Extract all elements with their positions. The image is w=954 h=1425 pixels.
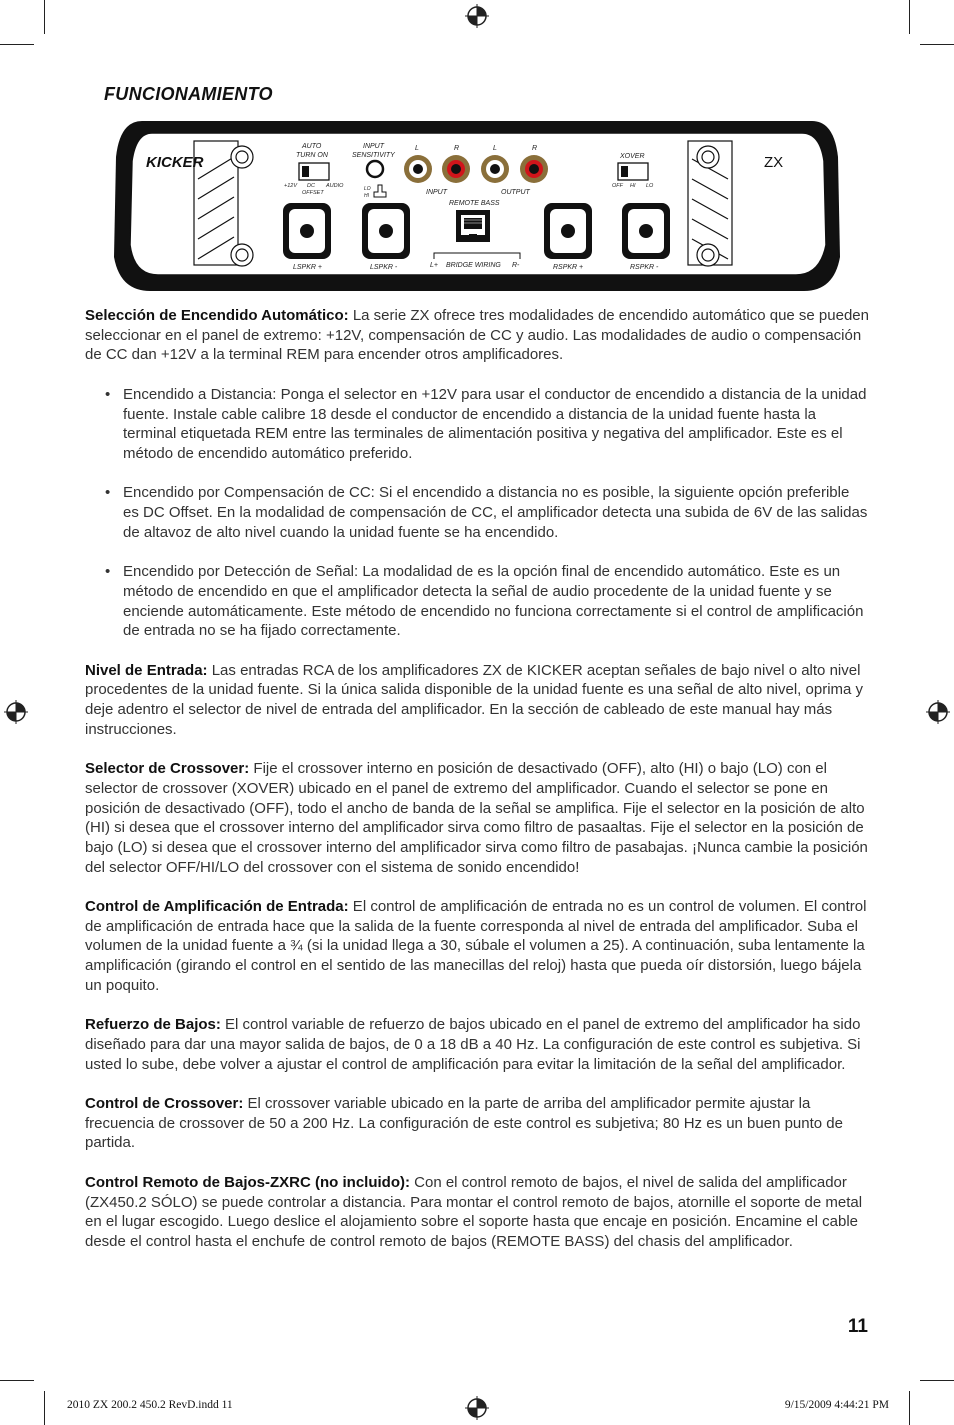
input-label: INPUT <box>426 189 447 196</box>
paragraph-text: Fije el crossover interno en posición de desactivado (OFF), alto (HI) o bajo (LO) con el selector de crossover (XOVER) ubicado en el panel de extremo del amplificador. Cuando el selector se pone en posición de desactivado (OFF), todo el ancho de banda de la señal se amplifica. Fije el selector en la posición de alto (HI) si desea que el crossover interno del amplificador sirva como filtro de pasaaltas. Fije el selector en la posición de bajo (LO) si desea que el crossover interno del amplificador sirva como filtro de pasabajas. ¡Nunca cambie la posición del selector OFF/HI/LO del crossover con el sistema de sonido encendido! <box>85 760 868 876</box>
registration-mark-icon <box>465 4 489 28</box>
paragraph-text: Con el control remoto de bajos, el nivel de salida del amplificador (ZX450.2 SÓLO) se puede controlar a distancia. Para montar el control remoto de bajos, atornille el soporte de metal en el lugar escogido. Luego deslice el alojamiento sobre el soporte hasta que encaje en posición. Encamine el cable desde el control hasta el enchufe de control remoto de bajos (REMOTE BASS) del chasis del amplificador. <box>85 1173 863 1250</box>
sens-lo: LO <box>364 186 371 192</box>
terminal-label: LSPKR - <box>370 264 398 271</box>
paragraph-crossover-selector <box>85 759 869 877</box>
list-item: • Encendido a Distancia: Ponga el selector en +12V para usar el conductor de encendido a distancia de la unidad fuente. Instale cable calibre 18 desde el conductor de encendido a distancia de la unidad fuente hasta la terminal etiquetada REM entre las terminales de alimentación positiva y negativa del amplificador. Este es el método de encendido automático preferido. <box>85 385 869 464</box>
paragraph-heading: Selección de Encendido Automático: <box>85 307 349 324</box>
auto-turn-on-title: AUTO <box>302 143 322 150</box>
footer-timestamp: 9/15/2009 4:44:21 PM <box>784 1399 889 1411</box>
paragraph-auto-turn-on <box>85 306 869 365</box>
section-title: FUNCIONAMIENTO <box>104 84 273 104</box>
crop-mark <box>909 0 910 34</box>
rca-label: R <box>532 145 538 152</box>
registration-mark-icon <box>465 1396 489 1420</box>
rca-label: L <box>415 145 419 152</box>
paragraph-heading: Selector de Crossover: <box>85 760 250 778</box>
auto-pos-dc: DC <box>307 183 315 189</box>
crop-mark <box>0 44 34 45</box>
remote-bass-jack-icon[interactable] <box>456 210 490 242</box>
paragraph-crossover-control <box>85 1094 869 1153</box>
paragraph-input-level <box>85 661 869 740</box>
paragraph-heading: Refuerzo de Bajos: <box>85 1016 221 1034</box>
registration-mark-icon <box>926 700 950 724</box>
registration-mark-icon <box>4 700 28 724</box>
input-sensitivity-knob[interactable] <box>367 161 383 177</box>
xover-hi: HI <box>630 183 636 189</box>
auto-pos-offset: OFFSET <box>302 190 324 196</box>
xover-lo: LO <box>646 183 654 189</box>
output-label: OUTPUT <box>501 189 530 196</box>
remote-bass-label: REMOTE BASS <box>449 200 500 207</box>
list-item: • Encendido por Detección de Señal: La modalidad de es la opción final de encendido automático. Este es un método de encendido en que el amplificador detecta la señal de audio procedente de la unidad fuente y se enciende automáticamente. Este método de encendido no funciona correctamente si el control de amplificación de entrada no se ha fijado correctamente. <box>85 562 869 641</box>
list-item: • Encendido por Compensación de CC: Si el encendido a distancia no es posible, la siguiente opción preferible es DC Offset. En la modalidad de compensación de CC, el amplificador detecta una subida de 6V de las salidas de altavoz de alto nivel cuando la unidad fuente se ha encendido. <box>85 483 869 542</box>
paragraph-heading: Control de Crossover: <box>85 1095 244 1112</box>
xover-title: XOVER <box>620 153 645 160</box>
crop-mark <box>0 1380 34 1381</box>
footer-file-name: 2010 ZX 200.2 450.2 RevD.indd 11 <box>67 1399 233 1411</box>
paragraph-heading: Control de Amplificación de Entrada: <box>85 898 349 915</box>
paragraph-heading: Control Remoto de Bajos-ZXRC (no incluido): <box>85 1173 410 1191</box>
brand-logo: KICKER <box>146 154 204 171</box>
bridge-left: L+ <box>430 262 438 269</box>
paragraph-input-gain <box>85 897 869 996</box>
paragraph-text: El control variable de refuerzo de bajos ubicado en el panel de extremo del amplificador ha sido diseñado para dar una mayor salida de bajos, de 0 a 18 dB a 40 Hz. La configuración de este control es subjetiva. Si usted lo sube, debe volver a ajustar el control de amplificación para evitar la limitación de la señal del amplificador. <box>85 1016 861 1073</box>
crop-mark <box>920 1380 954 1381</box>
terminal-label: LSPKR + <box>293 264 322 271</box>
amplifier-panel-illustration <box>112 117 842 295</box>
auto-turn-on-title2: TURN ON <box>296 152 328 159</box>
page-number: 11 <box>847 1316 868 1337</box>
terminal-label: RSPKR + <box>553 264 584 271</box>
bridge-label: BRIDGE WIRING <box>446 262 501 269</box>
rca-label: L <box>493 145 497 152</box>
body-text <box>85 306 869 1271</box>
crop-mark <box>44 1391 45 1425</box>
crop-mark <box>44 0 45 34</box>
model-label: ZX <box>764 154 784 171</box>
input-sensitivity-title: INPUT <box>363 143 384 150</box>
auto-pos-12v: +12V <box>284 183 297 189</box>
sens-hi: HI <box>364 193 369 199</box>
paragraph-bass-boost <box>85 1015 869 1074</box>
paragraph-heading: Nivel de Entrada: <box>85 661 208 679</box>
paragraph-text: El control de amplificación de entrada no es un control de volumen. El control de amplificación de entrada hace que la salida de la fuente corresponda al nivel de entrada del amplificador. Suba el volumen de la unidad fuente a ¾ (si la unidad llega a 30, súbale el volumen a 25). A continuación, suba lentamente la amplificación (girando el control en el sentido de las manecillas del reloj) hasta que pueda oír distorsión, luego bájela un poquito. <box>85 898 867 994</box>
turn-on-modes-list <box>85 385 869 641</box>
paragraph-text: Las entradas RCA de los amplificadores ZX de KICKER aceptan señales de bajo nivel o alto nivel procedentes de la unidad fuente. Si la única salida disponible de la unidad fuente es una señal de alto nivel, oprima y deje adentro el selector de nivel de entrada del amplificador. En la sección de cableado de este manual hay más instrucciones. <box>85 661 864 738</box>
paragraph-text: La serie ZX ofrece tres modalidades de encendido automático que se pueden seleccionar en el panel de extremo: +12V, compensación de CC y audio. Las modalidades de audio o compensación de CC dan +12V a la terminal REM para encender otros amplificadores. <box>85 307 869 364</box>
paragraph-remote-bass <box>85 1173 869 1252</box>
xover-off: OFF <box>612 183 623 189</box>
auto-pos-audio: AUDIO <box>326 183 344 189</box>
input-sensitivity-title2: SENSITIVITY <box>352 152 395 159</box>
terminal-label: RSPKR - <box>630 264 659 271</box>
crop-mark <box>909 1391 910 1425</box>
rca-label: R <box>454 145 460 152</box>
bridge-right: R- <box>512 262 520 269</box>
crop-mark <box>920 44 954 45</box>
paragraph-text: El crossover variable ubicado en la parte de arriba del amplificador permite ajustar la frecuencia de crossover de 50 a 200 Hz. La configuración de este control es subjetiva; 80 Hz es un buen punto de partida. <box>85 1095 843 1152</box>
